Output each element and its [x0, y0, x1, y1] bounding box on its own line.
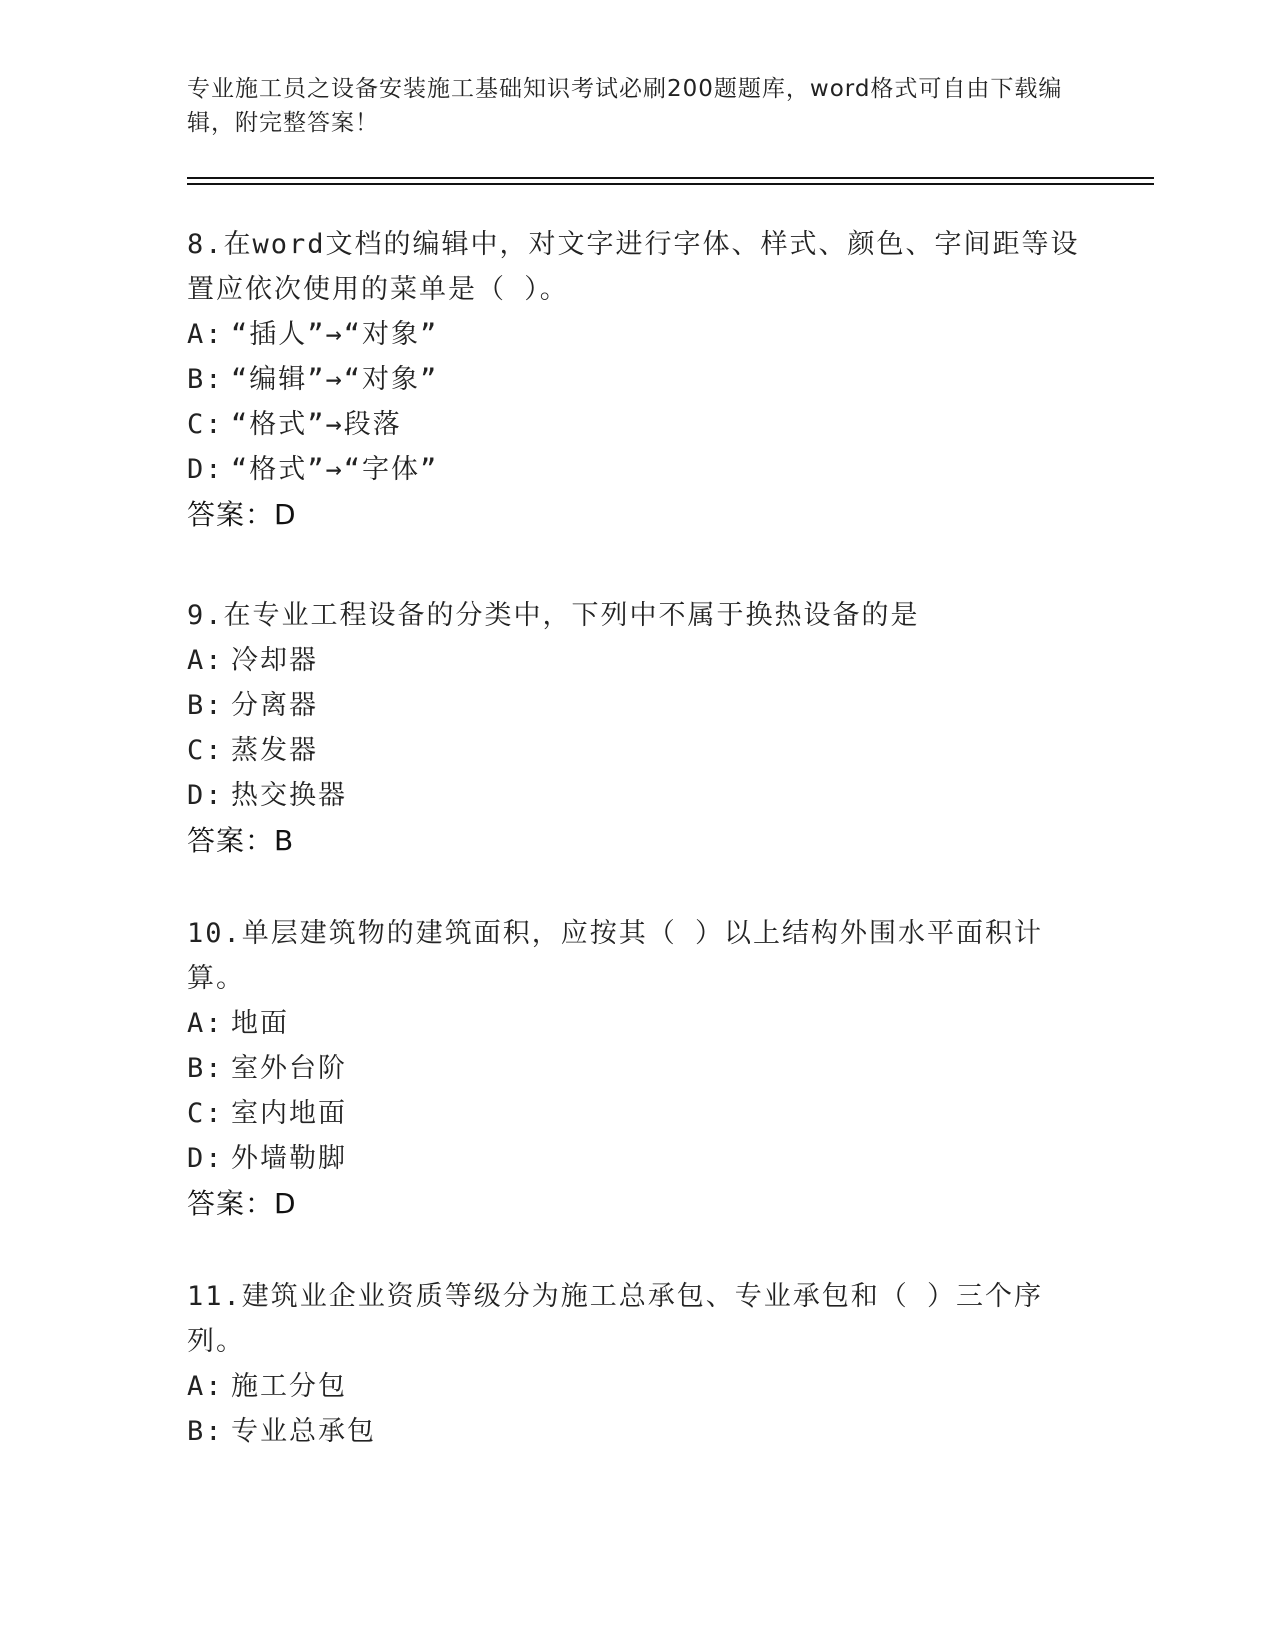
option-a	[187, 1001, 1087, 1046]
option-text: “编辑”→“对象”	[231, 364, 439, 395]
option-d	[187, 447, 1087, 492]
header-divider-second	[187, 183, 1154, 185]
option-c	[187, 402, 1087, 447]
question-11	[187, 1274, 1087, 1454]
option-text: 施工分包	[231, 1371, 347, 1402]
option-a	[187, 312, 1087, 357]
option-d	[187, 773, 1087, 818]
answer-line: 答案：B	[187, 824, 295, 857]
option-b	[187, 357, 1087, 402]
option-b	[187, 683, 1087, 728]
option-a	[187, 638, 1087, 683]
option-b	[187, 1046, 1087, 1091]
question-stem: 10.单层建筑物的建筑面积，应按其（ ）以上结构外围水平面积计算。	[187, 918, 1044, 994]
option-text: 分离器	[231, 690, 318, 721]
option-c	[187, 728, 1087, 773]
option-a	[187, 1364, 1087, 1409]
question-stem: 8.在word文档的编辑中，对文字进行字体、样式、颜色、字间距等设置应依次使用的菜单是（ ）。	[187, 229, 1080, 305]
option-text: “格式”→“字体”	[231, 454, 439, 485]
option-text: 地面	[231, 1008, 289, 1039]
option-letter: A:	[187, 645, 224, 676]
option-b	[187, 1409, 1087, 1454]
answer-line: 答案：D	[187, 498, 297, 531]
option-text: 室内地面	[231, 1098, 347, 1129]
option-text: 外墙勒脚	[231, 1143, 347, 1174]
question-8	[187, 222, 1087, 538]
question-stem: 9.在专业工程设备的分类中，下列中不属于换热设备的是	[187, 600, 920, 631]
option-letter: B:	[187, 1416, 224, 1447]
option-letter: A:	[187, 1008, 224, 1039]
option-letter: D:	[187, 454, 224, 485]
question-10	[187, 911, 1087, 1227]
option-letter: B:	[187, 690, 224, 721]
option-text: “插人”→“对象”	[231, 319, 439, 350]
option-letter: C:	[187, 1098, 224, 1129]
option-text: 蒸发器	[231, 735, 318, 766]
option-letter: D:	[187, 1143, 224, 1174]
option-letter: D:	[187, 780, 224, 811]
option-text: 室外台阶	[231, 1053, 347, 1084]
header-divider	[187, 177, 1154, 179]
document-header: 专业施工员之设备安装施工基础知识考试必刷200题题库，word格式可自由下载编辑，附完整答案！	[187, 76, 1063, 136]
question-9	[187, 593, 1087, 864]
option-text: 专业总承包	[231, 1416, 376, 1447]
option-letter: A:	[187, 1371, 224, 1402]
option-text: 热交换器	[231, 780, 347, 811]
option-text: 冷却器	[231, 645, 318, 676]
option-letter: B:	[187, 364, 224, 395]
option-text: “格式”→段落	[231, 409, 402, 440]
option-letter: A:	[187, 319, 224, 350]
option-c	[187, 1091, 1087, 1136]
option-letter: C:	[187, 735, 224, 766]
question-stem: 11.建筑业企业资质等级分为施工总承包、专业承包和（ ）三个序列。	[187, 1281, 1044, 1357]
option-letter: C:	[187, 409, 224, 440]
option-letter: B:	[187, 1053, 224, 1084]
answer-line: 答案：D	[187, 1187, 297, 1220]
option-d	[187, 1136, 1087, 1181]
